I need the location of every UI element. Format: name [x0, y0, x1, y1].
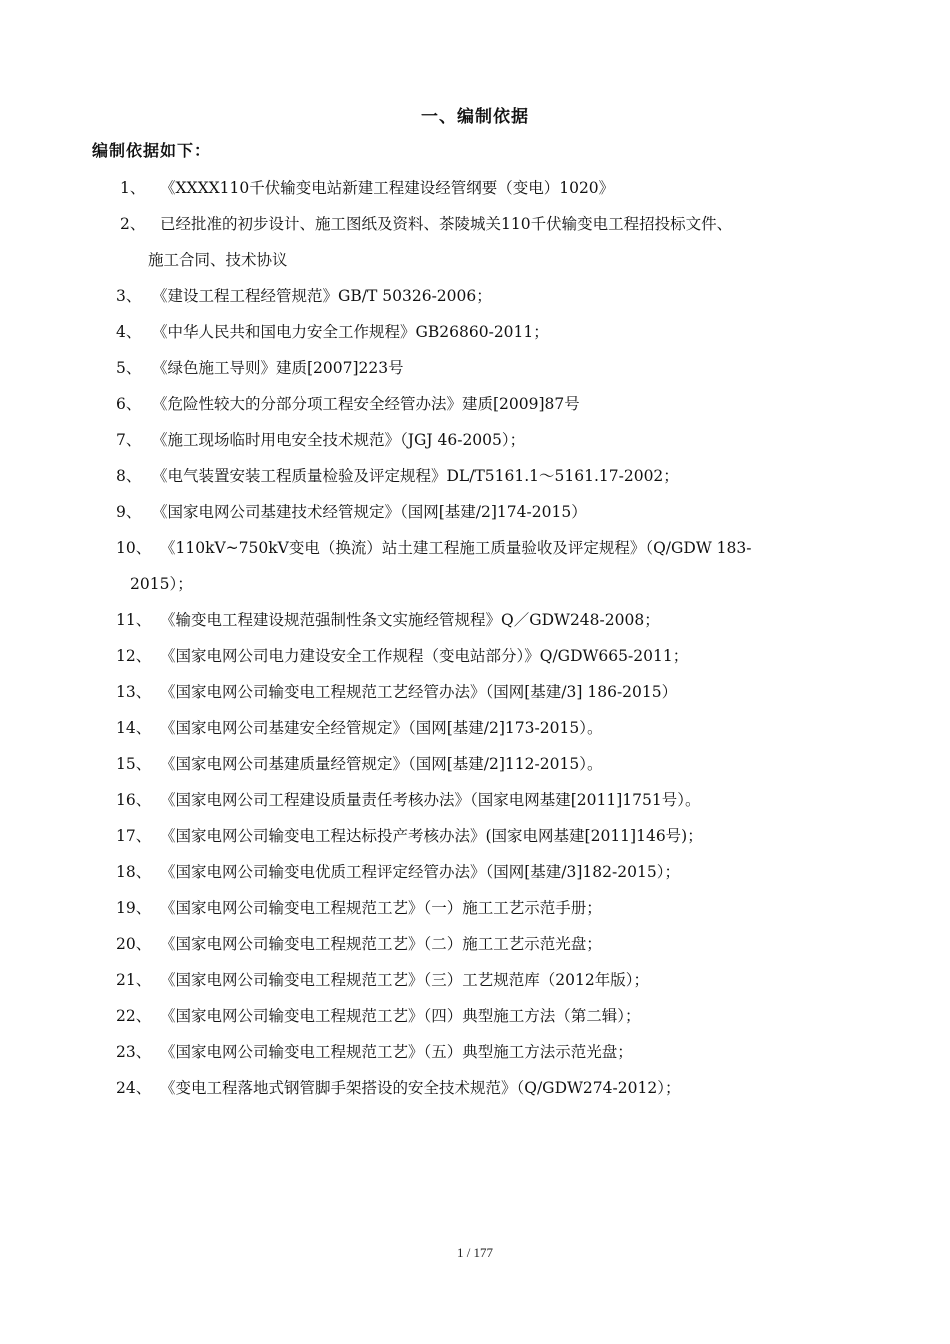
page-number: 1 / 177: [456, 1245, 494, 1260]
item-number: 4、: [116, 323, 142, 341]
list-item: [0, 818, 950, 854]
list-item: [0, 422, 950, 458]
list-item: [0, 926, 950, 962]
item-text: 《国家电网公司工程建设质量责任考核办法》（国家电网基建[2011]1751号）。: [160, 791, 701, 809]
item-number: 12、: [116, 647, 152, 665]
item-text: 《施工现场临时用电安全技术规范》（JGJ 46-2005）；: [152, 431, 526, 449]
list-item: [0, 206, 950, 278]
list-item: [0, 602, 950, 638]
item-number: 5、: [116, 359, 142, 377]
item-text: 《国家电网公司基建技术经管规定》（国网[基建/2]174-2015）: [152, 503, 587, 521]
item-number: 10、: [116, 539, 152, 557]
item-text: 《电气装置安装工程质量检验及评定规程》DL/T5161.1～5161.17-2002；: [152, 467, 679, 485]
list-item: [0, 386, 950, 422]
list-item: [0, 458, 950, 494]
list-item: [0, 854, 950, 890]
list-item: [0, 638, 950, 674]
item-number: 8、: [116, 467, 142, 485]
list-item: [0, 494, 950, 530]
item-number: 7、: [116, 431, 142, 449]
item-number: 17、: [116, 827, 152, 845]
section-subtitle: 编制依据如下：: [92, 141, 212, 160]
item-number: 23、: [116, 1043, 152, 1061]
item-text: 《XXXX110千伏输变电站新建工程建设经管纲要（变电）1020》: [160, 179, 615, 197]
list-item: [0, 962, 950, 998]
item-number: 24、: [116, 1079, 152, 1097]
item-text: 《中华人民共和国电力安全工作规程》GB26860-2011；: [152, 323, 549, 341]
item-number: 6、: [116, 395, 142, 413]
item-text: 《110kV~750kV变电（换流）站土建工程施工质量验收及评定规程》（Q/GDW 183-: [160, 539, 752, 557]
list-item: [0, 278, 950, 314]
list-item: [0, 1070, 950, 1106]
item-text: 《变电工程落地式钢管脚手架搭设的安全技术规范》（Q/GDW274-2012）；: [160, 1079, 681, 1097]
list-item: [0, 314, 950, 350]
item-text: 《国家电网公司输变电工程规范工艺》（五）典型施工方法示范光盘；: [160, 1043, 633, 1061]
list-item: [0, 998, 950, 1034]
page-title: 一、编制依据: [421, 107, 529, 127]
list-item: [0, 710, 950, 746]
item-number: 1、: [120, 179, 146, 197]
list-item: [0, 170, 950, 206]
item-text-continuation: 2015）；: [130, 575, 193, 593]
item-text: 《建设工程工程经管规范》GB/T 50326-2006；: [152, 287, 492, 305]
item-number: 22、: [116, 1007, 152, 1025]
item-number: 14、: [116, 719, 152, 737]
list-item: [0, 674, 950, 710]
item-text: 《危险性较大的分部分项工程安全经管办法》建质[2009]87号: [152, 395, 580, 413]
item-number: 18、: [116, 863, 152, 881]
item-number: 19、: [116, 899, 152, 917]
list-item: [0, 1034, 950, 1070]
item-number: 13、: [116, 683, 152, 701]
reference-list: [0, 170, 950, 1106]
item-text: 《国家电网公司输变电工程规范工艺》（二）施工工艺示范光盘；: [160, 935, 602, 953]
item-text: 《国家电网公司输变电工程规范工艺》（三）工艺规范库（2012年版）；: [160, 971, 649, 989]
item-text: 《国家电网公司输变电工程规范工艺》（一）施工工艺示范手册；: [160, 899, 602, 917]
item-number: 15、: [116, 755, 152, 773]
item-text: 《国家电网公司基建安全经管规定》（国网[基建/2]173-2015）。: [160, 719, 603, 737]
item-text: 《国家电网公司输变电工程规范工艺经管办法》（国网[基建/3] 186-2015）: [160, 683, 678, 701]
list-item: [0, 782, 950, 818]
item-text: 《国家电网公司基建质量经管规定》（国网[基建/2]112-2015）。: [160, 755, 603, 773]
item-text-continuation: 施工合同、技术协议: [148, 251, 288, 269]
item-number: 3、: [116, 287, 142, 305]
list-item: [0, 350, 950, 386]
item-number: 21、: [116, 971, 152, 989]
item-number: 20、: [116, 935, 152, 953]
item-text: 《国家电网公司输变电优质工程评定经管办法》（国网[基建/3]182-2015）；: [160, 863, 680, 881]
item-text: 《国家电网公司输变电工程达标投产考核办法》(国家电网基建[2011]146号)；: [160, 827, 703, 845]
item-text: 已经批准的初步设计、施工图纸及资料、茶陵城关110千伏输变电工程招投标文件、: [160, 215, 733, 233]
item-number: 16、: [116, 791, 152, 809]
item-text: 《绿色施工导则》建质[2007]223号: [152, 359, 404, 377]
item-text: 《国家电网公司输变电工程规范工艺》（四）典型施工方法（第二辑）；: [160, 1007, 641, 1025]
item-text: 《输变电工程建设规范强制性条文实施经管规程》Q／GDW248-2008；: [160, 611, 660, 629]
list-item: [0, 530, 950, 602]
item-number: 2、: [120, 215, 146, 233]
item-text: 《国家电网公司电力建设安全工作规程（变电站部分）》Q/GDW665-2011；: [160, 647, 689, 665]
item-number: 9、: [116, 503, 142, 521]
item-number: 11、: [116, 611, 152, 629]
list-item: [0, 890, 950, 926]
list-item: [0, 746, 950, 782]
